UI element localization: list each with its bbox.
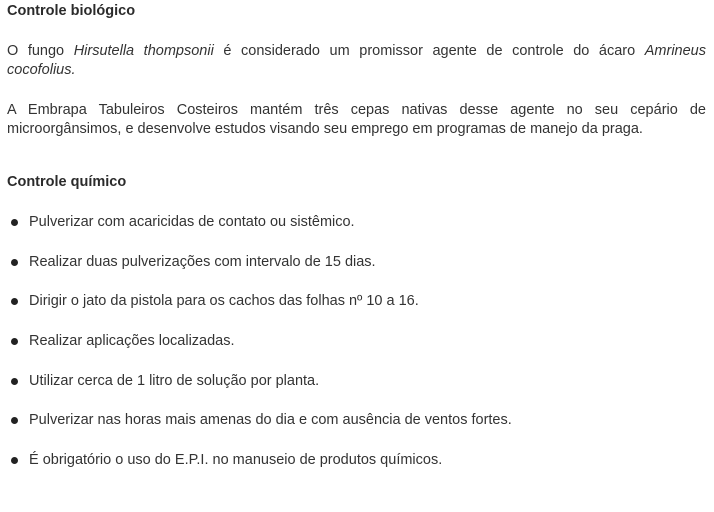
bullet-icon [11,259,18,266]
list-item [7,292,706,332]
list-item-text: É obrigatório o uso do E.P.I. no manuseio de produtos químicos. [29,452,443,469]
list-item [7,253,706,293]
bullet-list-controle-quimico [7,213,706,491]
bullet-icon [11,457,18,464]
bullet-icon [11,298,18,305]
list-item-text: Realizar duas pulverizações com intervalo de 15 dias. [29,253,376,270]
list-item-text: Pulverizar nas horas mais amenas do dia e com ausência de ventos fortes. [29,412,512,429]
paragraph-fungo [7,42,706,80]
bullet-icon [11,219,18,226]
paragraph-embrapa: A Embrapa Tabuleiros Costeiros mantém três cepas nativas desse agente no seu cepário de microorgânsimos, e desenvolve estudos visando seu emprego em programas de manejo da praga. [7,102,706,137]
heading-controle-quimico: Controle químico [7,174,127,190]
list-item [7,451,706,491]
bullet-icon [11,338,18,345]
list-item [7,332,706,372]
list-item-text: Dirigir o jato da pistola para os cachos das folhas nº 10 a 16. [29,293,419,310]
list-item-text: Pulverizar com acaricidas de contato ou sistêmico. [29,214,355,230]
list-item [7,372,706,412]
bullet-icon [11,417,18,424]
species-amrineus: Amrineus cocofolius. [7,43,706,78]
list-item-text: Utilizar cerca de 1 litro de solução por planta. [29,372,320,389]
bullet-icon [11,378,18,385]
list-item [7,411,706,451]
list-item-text: Realizar aplicações localizadas. [29,333,235,350]
heading-controle-biologico: Controle biológico [7,3,136,19]
paragraph-fungo-text-2: é considerado um promissor agente de controle do ácaro [213,43,645,59]
species-hirsutella: Hirsutella thompsonii [73,43,214,59]
paragraph-fungo-text-1: O fungo [7,43,74,59]
list-item [7,213,706,253]
